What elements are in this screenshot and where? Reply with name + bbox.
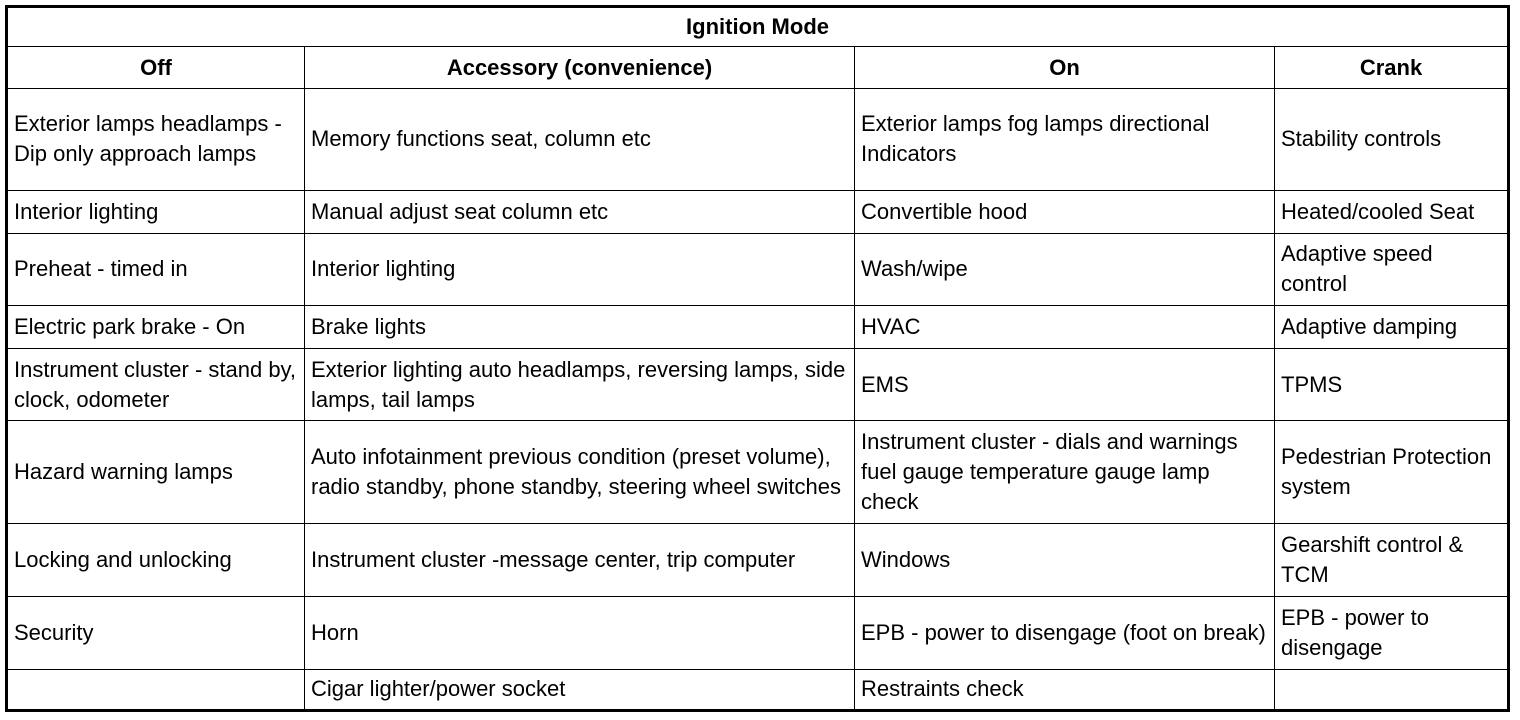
- cell-on: HVAC: [855, 305, 1275, 348]
- title-row: [7, 7, 1509, 47]
- cell-accessory: Exterior lighting auto headlamps, reversing lamps, side lamps, tail lamps: [305, 348, 855, 421]
- column-header-on: On: [855, 47, 1275, 88]
- column-header-crank: Crank: [1275, 47, 1509, 88]
- cell-crank: [1275, 669, 1509, 710]
- cell-off: Locking and unlocking: [7, 524, 305, 597]
- table-row: [7, 190, 1509, 233]
- cell-crank: Pedestrian Protection system: [1275, 421, 1509, 524]
- cell-off: Electric park brake - On: [7, 305, 305, 348]
- column-header-off: Off: [7, 47, 305, 88]
- cell-on: Wash/wipe: [855, 233, 1275, 305]
- cell-crank: Gearshift control & TCM: [1275, 524, 1509, 597]
- cell-crank: EPB - power to disengage: [1275, 596, 1509, 669]
- cell-off: Preheat - timed in: [7, 233, 305, 305]
- cell-off: Security: [7, 596, 305, 669]
- cell-off: Exterior lamps headlamps - Dip only approach lamps: [7, 88, 305, 190]
- header-row: [7, 47, 1509, 88]
- cell-accessory: Horn: [305, 596, 855, 669]
- cell-off: [7, 669, 305, 710]
- cell-on: EMS: [855, 348, 1275, 421]
- table-row: [7, 88, 1509, 190]
- cell-off: Hazard warning lamps: [7, 421, 305, 524]
- cell-accessory: Manual adjust seat column etc: [305, 190, 855, 233]
- table-row: [7, 233, 1509, 305]
- cell-on: Convertible hood: [855, 190, 1275, 233]
- cell-on: Restraints check: [855, 669, 1275, 710]
- cell-crank: Stability controls: [1275, 88, 1509, 190]
- cell-accessory: Interior lighting: [305, 233, 855, 305]
- cell-on: EPB - power to disengage (foot on break): [855, 596, 1275, 669]
- cell-off: Interior lighting: [7, 190, 305, 233]
- cell-accessory: Auto infotainment previous condition (preset volume), radio standby, phone standby, steering wheel switches: [305, 421, 855, 524]
- table-row: [7, 524, 1509, 597]
- cell-crank: Adaptive speed control: [1275, 233, 1509, 305]
- cell-accessory: Instrument cluster -message center, trip computer: [305, 524, 855, 597]
- cell-accessory: Cigar lighter/power socket: [305, 669, 855, 710]
- cell-on: Windows: [855, 524, 1275, 597]
- cell-on: Instrument cluster - dials and warnings fuel gauge temperature gauge lamp check: [855, 421, 1275, 524]
- table-row: [7, 305, 1509, 348]
- table-row: [7, 421, 1509, 524]
- cell-crank: TPMS: [1275, 348, 1509, 421]
- cell-on: Exterior lamps fog lamps directional Indicators: [855, 88, 1275, 190]
- ignition-mode-table: [5, 5, 1510, 712]
- table-row: [7, 348, 1509, 421]
- table-title: Ignition Mode: [7, 7, 1509, 47]
- table-row: [7, 669, 1509, 710]
- column-header-accessory: Accessory (convenience): [305, 47, 855, 88]
- cell-crank: Heated/cooled Seat: [1275, 190, 1509, 233]
- table-row: [7, 596, 1509, 669]
- cell-accessory: Brake lights: [305, 305, 855, 348]
- cell-accessory: Memory functions seat, column etc: [305, 88, 855, 190]
- cell-off: Instrument cluster - stand by, clock, odometer: [7, 348, 305, 421]
- cell-crank: Adaptive damping: [1275, 305, 1509, 348]
